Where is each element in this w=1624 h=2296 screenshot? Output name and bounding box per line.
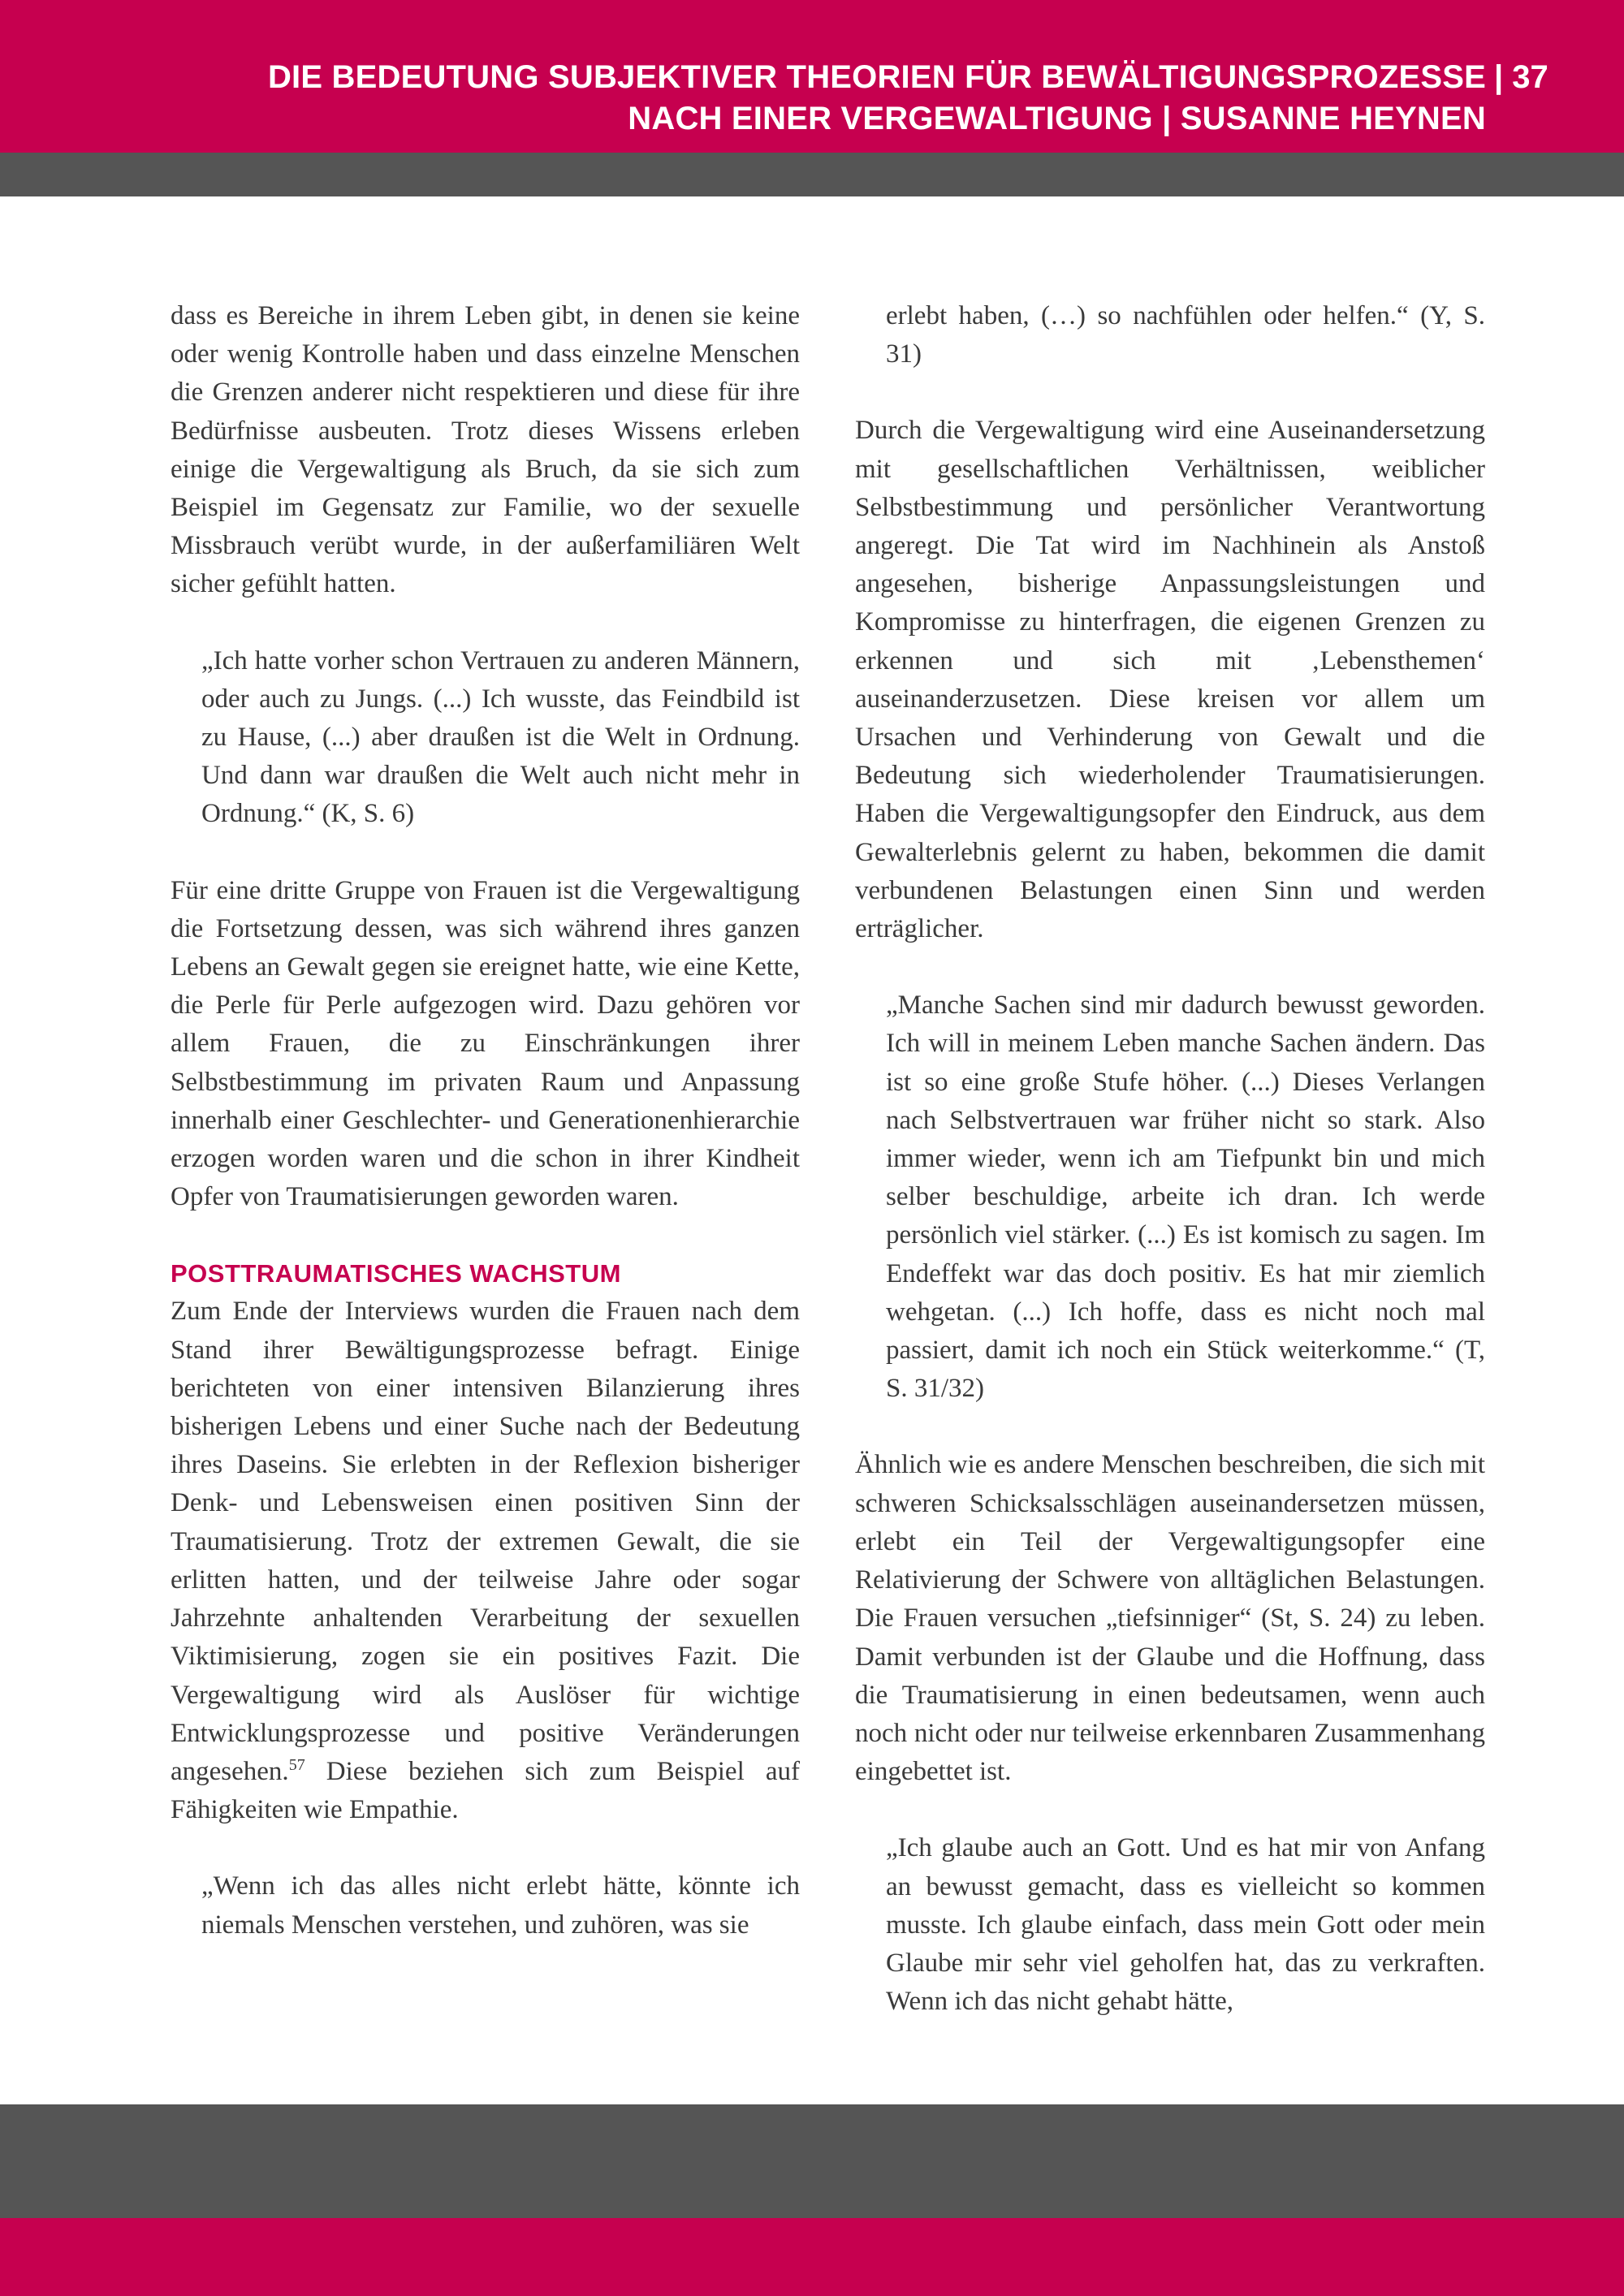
body-paragraph-text-end: Diese beziehen sich zum Beispiel auf Fähigkeiten wie Empathie. (171, 1756, 800, 1825)
body-paragraph: Für eine dritte Gruppe von Frauen ist die Vergewaltigung die Fortsetzung dessen, was sich während ihres ganzen Lebens an Gewalt gegen sie ereignet hatte, wie eine Kette, die Perle für Perle aufgezogen wird. Dazu gehören vor allem Frauen, die zu Einschränkungen ihrer Selbstbestimmung im privaten Raum und Anpassung innerhalb einer Geschlechter- und Generationenhierarchie erzogen worden waren und die schon in ihrer Kindheit Opfer von Traumatisierungen geworden waren. (171, 875, 800, 1212)
block-quote: „Ich hatte vorher schon Vertrauen zu anderen Männern, oder auch zu Jungs. (...) Ich wusste, das Feindbild ist zu Hause, (...) aber draußen ist die Welt in Ordnung. Und dann war draußen die Welt auch nicht mehr in Ordnung.“ (K, S. 6) (201, 645, 800, 829)
left-column (171, 297, 800, 1944)
body-paragraph: Durch die Vergewaltigung wird eine Auseinandersetzung mit gesellschaftlichen Verhältnissen, weiblicher Selbstbestimmung und persönlicher Verantwortung angeregt. Die Tat wird im Nachhinein als Anstoß angesehen, bisherige Anpassungsleistungen und Kompromisse zu hinterfragen, die eigenen Grenzen zu erkennen und sich mit ‚Lebensthemen‘ auseinanderzusetzen. Diese kreisen vor allem um Ursachen und Verhinderung von Gewalt und die Bedeutung sich wiederholender Traumatisierungen. Haben die Vergewaltigungsopfer den Eindruck, aus dem Gewalterlebnis gelernt zu haben, bekommen die damit verbundenen Belastungen einen Sinn und werden erträglicher. (855, 416, 1485, 944)
block-quote: „Manche Sachen sind mir dadurch bewusst geworden. Ich will in meinem Leben manche Sachen ändern. Das ist so eine große Stufe höher. (...) Dieses Verlangen nach Selbstvertrauen war früher nicht so stark. Also immer wieder, wenn ich am Tiefpunkt bin und mich selber beschuldige, arbeite ich dran. Ich werde persönlich viel stärker. (...) Es ist komisch zu sagen. Im Endeffekt war das doch positiv. Es hat mir ziemlich wehgetan. (...) Ich hoffe, dass es nicht noch mal passiert, damit ich noch ein Stück weiterkomme.“ (T, S. 31/32) (886, 990, 1485, 1404)
right-column (855, 297, 1485, 2021)
page-number: | 37 (1494, 59, 1548, 95)
block-quote: „Ich glaube auch an Gott. Und es hat mir von Anfang an bewusst gemacht, dass es vielleicht so kommen musste. Ich glaube einfach, dass mein Gott oder mein Glaube mir sehr viel geholfen hat, das zu verkraften. Wenn ich das nicht gehabt hätte, (886, 1833, 1485, 2017)
body-paragraph: Ähnlich wie es andere Menschen beschreiben, die sich mit schweren Schicksalsschlägen auseinandersetzen müssen, erlebt ein Teil der Vergewaltigungsopfer eine Relativierung der Schwere von alltäglichen Belastungen. Die Frauen versuchen „tiefsinniger“ (St, S. 24) zu leben. Damit verbunden ist der Glaube und die Hoffnung, dass die Traumatisierung in einen bedeutsamen, wenn auch noch nicht oder nur teilweise erkennbaren Zusammenhang eingebettet ist. (855, 1450, 1485, 1787)
block-quote: „Wenn ich das alles nicht erlebt hätte, könnte ich niemals Menschen verstehen, und zuhören, was sie (201, 1871, 800, 1940)
footnote-marker: 57 (288, 1755, 305, 1774)
body-paragraph: dass es Bereiche in ihrem Leben gibt, in denen sie keine oder wenig Kontrolle haben und dass einzelne Menschen die Grenzen anderer nicht respektieren und diese für ihre Bedürfnisse ausbeuten. Trotz dieses Wissens erleben einige die Vergewaltigung als Bruch, da sie sich zum Beispiel im Gegensatz zur Familie, wo der sexuelle Missbrauch verübt wurde, in der außerfamiliären Welt sicher gefühlt hatten. (171, 301, 800, 599)
block-quote-continuation: erlebt haben, (…) so nachfühlen oder helfen.“ (Y, S. 31) (886, 301, 1485, 369)
footer-brand-band (0, 2218, 1624, 2296)
footer-gray-band (0, 2104, 1624, 2218)
running-header-title (268, 57, 1486, 140)
section-heading: POSTTRAUMATISCHES WACHSTUM (171, 1259, 621, 1288)
header-title-line-1: DIE BEDEUTUNG SUBJEKTIVER THEORIEN FÜR BEWÄLTIGUNGSPROZESSE (267, 59, 1486, 95)
header-gray-band (0, 153, 1624, 196)
body-paragraph-text: Zum Ende der Interviews wurden die Frauen nach dem Stand ihrer Bewältigungsprozesse befragt. Einige berichteten von einer intensiven Bilanzierung ihres bisherigen Lebens und einer Suche nach der Bedeutung ihres Daseins. Sie erlebten in der Reflexion bisheriger Denk- und Lebensweisen einen positiven Sinn der Traumatisierung. Trotz der extremen Gewalt, die sie erlitten hatten, und der teilweise Jahre oder sogar Jahrzehnte anhaltenden Verarbeitung der sexuellen Viktimisierung, zogen sie ein positives Fazit. Die Vergewaltigung wird als Auslöser für wichtige Entwicklungsprozesse und positive Veränderungen angesehen. (171, 1297, 800, 1786)
header-title-line-2: NACH EINER VERGEWALTIGUNG | SUSANNE HEYNEN (628, 101, 1486, 136)
body-paragraph (171, 1293, 800, 1829)
